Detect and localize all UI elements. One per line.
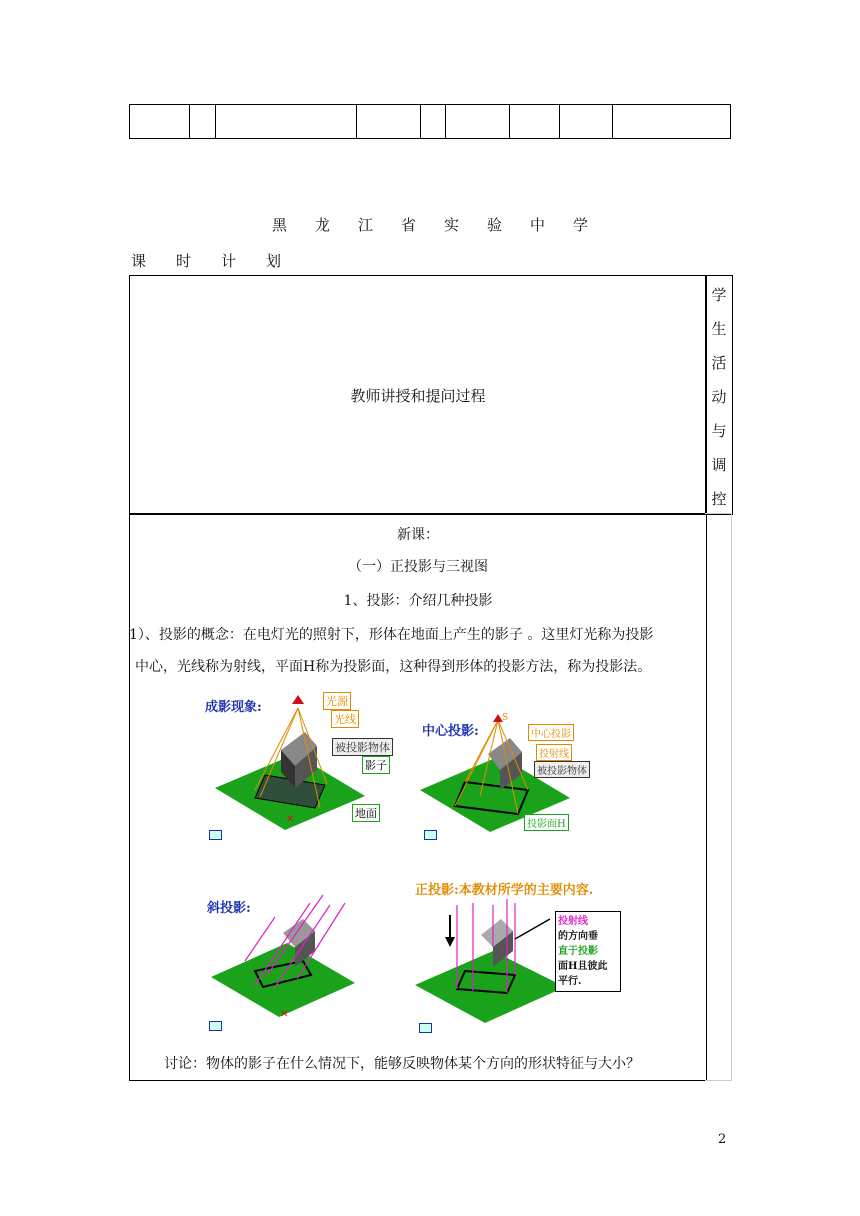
fig1-label-object: 被投影物体	[332, 738, 393, 756]
speaker-icon	[419, 1023, 432, 1033]
speaker-icon	[424, 830, 437, 840]
new-lesson-label: 新课：	[397, 527, 439, 543]
fig2-label-plane: 投影面H	[524, 814, 569, 831]
fig2-label-object: 被投影物体	[534, 761, 590, 778]
student-column-title: 学 生 活 动 与 调 控	[711, 286, 727, 508]
fig4-note: 投射线 的方向垂 直于投影 面H且彼此 平行.	[555, 911, 621, 992]
svg-text:✕: ✕	[280, 1009, 289, 1020]
fig1-label-ground: 地面	[352, 804, 380, 822]
figure-orthographic-projection	[415, 875, 630, 1035]
page-number: 2	[718, 1132, 727, 1147]
fig2-label-center: 中心投影	[528, 724, 574, 741]
fig2-label-rays: 投射线	[536, 744, 572, 761]
paragraph-line-1: 1）、投影的概念：在电灯光的照射下，形体在地面上产生的影子 。这里灯光称为投影	[129, 627, 654, 643]
figure-shadow-phenomenon	[205, 690, 405, 850]
lesson-plan-label: 课 时 计 划	[131, 252, 282, 270]
fig1-label-rays: 光线	[331, 710, 359, 728]
fig2-point-label: S	[502, 713, 509, 723]
fig3-title: 斜投影:	[207, 901, 251, 916]
fig1-title: 成影现象:	[205, 700, 262, 715]
top-table-row	[129, 104, 731, 139]
speaker-icon	[209, 830, 222, 840]
school-title: 黑 龙 江 省 实 验 中 学	[271, 216, 589, 234]
svg-text:✕: ✕	[286, 814, 295, 825]
fig1-label-shadow: 影子	[362, 756, 390, 774]
paragraph-line-2: 中心，光线称为射线，平面H称为投影面，这种得到形体的投影方法，称为投影法。	[135, 659, 652, 675]
side-cell	[705, 513, 732, 1081]
figure-central-projection	[420, 690, 620, 850]
teacher-column-title: 教师讲授和提问过程	[350, 387, 486, 405]
figure-oblique-projection	[205, 875, 405, 1035]
section-heading: （一）正投影与三视图	[348, 559, 488, 575]
subsection-heading: 1、投影：介绍几种投影	[343, 593, 493, 609]
fig4-title: 正投影:本教材所学的主要内容.	[415, 883, 594, 898]
fig1-label-light: 光源	[323, 692, 351, 710]
discussion-question: 讨论：物体的影子在什么情况下，能够反映物体某个方向的形状特征与大小？	[164, 1056, 640, 1072]
fig2-title: 中心投影:	[422, 724, 479, 739]
speaker-icon	[209, 1021, 222, 1031]
